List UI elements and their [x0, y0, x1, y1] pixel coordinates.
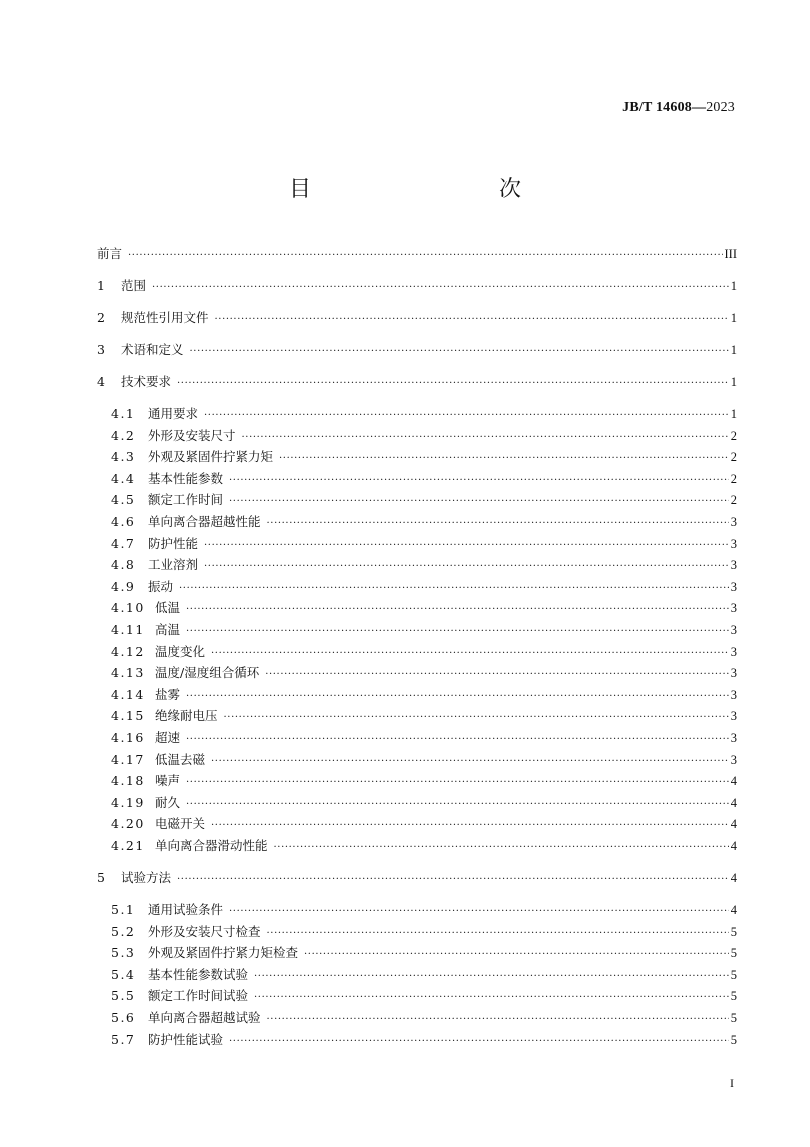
toc-entry-page: 3: [730, 687, 737, 702]
toc-entry: [97, 246, 737, 264]
toc-entry: [111, 492, 737, 510]
toc-entry-number: 4.6: [111, 514, 136, 529]
toc-entry-number: 4.4: [111, 470, 136, 486]
toc-entry-number: 4.16: [111, 730, 145, 745]
toc-entry-page: 1: [730, 343, 737, 357]
toc-leader-dots: [254, 990, 729, 1006]
toc-entry: [111, 557, 737, 575]
toc-entry-label: 通用试验条件: [148, 902, 224, 917]
toc-entry-label: 范围: [121, 278, 147, 293]
toc-entry-page: 1: [730, 407, 737, 421]
standard-separator: —: [691, 100, 707, 115]
toc-entry-page: 5: [730, 1011, 737, 1025]
toc-entry-label: 外观及紧固件拧紧力矩检查: [148, 945, 299, 961]
toc-leader-dots: [186, 624, 729, 640]
toc-leader-dots: [186, 797, 729, 813]
toc-entry: [111, 1010, 737, 1028]
toc-entry-number: 3: [97, 342, 105, 357]
toc-entry-label: 高温: [155, 622, 181, 637]
toc-entry-number: 5.3: [111, 945, 136, 961]
standard-number: [622, 100, 735, 116]
toc-leader-dots: [128, 248, 722, 264]
toc-entry: [111, 816, 737, 834]
toc-leader-dots: [211, 818, 729, 834]
toc-entry-number: 4.15: [111, 708, 145, 724]
toc-entry: [111, 665, 737, 683]
toc-leader-dots: [186, 689, 729, 705]
toc-entry-number: 2: [97, 310, 105, 325]
toc-leader-dots: [224, 710, 729, 726]
toc-entry-page: 3: [730, 536, 737, 551]
toc-leader-dots: [177, 376, 729, 392]
standard-code: JB/T 14608: [622, 100, 692, 115]
toc-entry-label: 单向离合器滑动性能: [155, 838, 268, 853]
toc-entry-label: 低温: [155, 600, 181, 616]
toc-entry: [111, 924, 737, 942]
toc-leader-dots: [242, 430, 729, 446]
toc-entry-page: 4: [730, 817, 737, 832]
toc-entry-label: 单向离合器超越性能: [148, 514, 261, 529]
toc-leader-dots: [304, 947, 729, 963]
toc-entry-page: 3: [730, 752, 737, 767]
toc-entry: [111, 773, 737, 791]
toc-entry-number: 4.11: [111, 622, 145, 637]
toc-entry-number: 4.10: [111, 600, 145, 616]
toc-entry: [111, 988, 737, 1006]
standard-year: 2023: [706, 100, 735, 115]
toc-entry-number: 4.1: [111, 406, 136, 421]
toc-entry-label: 耐久: [155, 794, 181, 810]
toc-entry-number: 4.13: [111, 665, 145, 681]
toc-entry-page: 4: [730, 774, 737, 789]
toc-entry-page: 2: [730, 493, 737, 508]
toc-entry: [111, 967, 737, 985]
toc-entry-label: 术语和定义: [121, 342, 184, 357]
toc-entry-label: 额定工作时间试验: [148, 988, 249, 1004]
toc-entry-page: 3: [730, 623, 737, 637]
toc-entry: [111, 579, 737, 597]
toc-leader-dots: [215, 312, 729, 328]
toc-entry-label: 噪声: [155, 773, 181, 789]
toc-entry-label: 通用要求: [148, 406, 199, 421]
toc-leader-dots: [267, 1012, 729, 1028]
toc-entry-number: 4.19: [111, 794, 145, 810]
toc-entry-number: 4.7: [111, 535, 136, 551]
toc-entry-label: 防护性能: [148, 535, 199, 551]
toc-entry: [111, 838, 737, 856]
toc-entry-number: 4.21: [111, 838, 145, 853]
toc-entry-page: 5: [730, 924, 737, 939]
toc-entry-label: 超速: [155, 730, 181, 745]
toc-entry: [111, 945, 737, 963]
toc-entry-page: 1: [730, 375, 737, 389]
toc-entry-number: 4.8: [111, 557, 136, 573]
toc-entry-number: 4: [97, 374, 105, 389]
toc-entry: [97, 278, 737, 296]
toc-entry: [111, 730, 737, 748]
toc-entry: [111, 622, 737, 640]
toc-entry-number: 4.12: [111, 643, 145, 659]
toc-entry-label: 电磁开关: [155, 816, 206, 832]
toc-leader-dots: [229, 904, 729, 920]
toc-leader-dots: [204, 408, 729, 424]
toc-leader-dots: [152, 280, 729, 296]
toc-entry-number: 5.5: [111, 988, 136, 1004]
toc-entry-page: 2: [730, 450, 737, 465]
toc-entry-page: 3: [730, 558, 737, 573]
toc-entry: [111, 406, 737, 424]
toc-leader-dots: [204, 538, 729, 554]
toc-entry-page: 1: [730, 311, 737, 325]
toc-entry-label: 试验方法: [121, 870, 172, 885]
toc-entry-label: 外观及紧固件拧紧力矩: [148, 449, 274, 465]
toc-entry-label: 外形及安装尺寸: [148, 427, 236, 443]
toc-entry-label: 温度/湿度组合循环: [155, 665, 260, 681]
toc-entry: [111, 600, 737, 618]
toc-leader-dots: [229, 473, 729, 489]
toc-entry-page: 3: [730, 666, 737, 681]
toc-entry: [97, 374, 737, 392]
toc-entry-page: 5: [730, 1032, 737, 1047]
toc-entry-number: 4.17: [111, 751, 145, 767]
toc-entry: [111, 687, 737, 705]
toc-entry-page: 3: [730, 709, 737, 724]
toc-entry: [111, 428, 737, 446]
toc-entry-label: 盐雾: [155, 686, 181, 702]
toc-leader-dots: [177, 872, 729, 888]
toc-leader-dots: [279, 451, 729, 467]
toc-entry-number: 4.5: [111, 492, 136, 508]
toc-entry: [97, 870, 737, 888]
toc-entry-page: 3: [730, 515, 737, 529]
toc-leader-dots: [179, 581, 729, 597]
toc-entry-page: 4: [730, 903, 737, 917]
toc-entry-label: 温度变化: [155, 643, 206, 659]
toc-leader-dots: [186, 602, 729, 618]
toc-leader-dots: [254, 969, 729, 985]
toc-entry-label: 技术要求: [121, 374, 172, 389]
toc-entry: [97, 310, 737, 328]
toc-entry-page: 2: [730, 428, 737, 443]
toc-entry-label: 额定工作时间: [148, 492, 224, 508]
toc-entry-label: 工业溶剂: [148, 557, 199, 573]
toc-entry: [111, 752, 737, 770]
toc-leader-dots: [274, 840, 729, 856]
toc-entry-label: 防护性能试验: [148, 1031, 224, 1047]
toc-entry-number: 5: [97, 870, 105, 885]
toc-entry-page: 3: [730, 579, 737, 594]
toc-entry-page: III: [724, 247, 737, 261]
toc-entry: [111, 795, 737, 813]
toc-entry-page: 5: [730, 967, 737, 982]
toc-entry: [111, 536, 737, 554]
toc-entry-label: 基本性能参数试验: [148, 966, 249, 982]
toc-entry-label: 规范性引用文件: [121, 310, 209, 325]
toc-entry-number: 5.4: [111, 966, 136, 982]
toc-leader-dots: [229, 1034, 729, 1050]
toc-entry: [111, 514, 737, 532]
toc-leader-dots: [267, 516, 729, 532]
toc-leader-dots: [186, 775, 729, 791]
toc-entry: [111, 902, 737, 920]
toc-leader-dots: [186, 732, 729, 748]
toc-entry-number: 4.14: [111, 686, 145, 702]
toc-entry-label: 振动: [148, 578, 174, 594]
toc-entry-number: 4.9: [111, 578, 136, 594]
toc-entry-number: 4.18: [111, 773, 145, 789]
toc-entry-number: 5.7: [111, 1031, 136, 1047]
toc-entry-number: 5.6: [111, 1010, 136, 1025]
toc-leader-dots: [267, 926, 729, 942]
toc-leader-dots: [190, 344, 729, 360]
toc-entry-number: 4.2: [111, 427, 136, 443]
toc-entry-page: 1: [730, 279, 737, 293]
toc-leader-dots: [211, 754, 729, 770]
toc-entry: [111, 1032, 737, 1050]
toc-entry-label: 绝缘耐电压: [155, 708, 218, 724]
page-title: 目 次: [288, 177, 569, 202]
toc-leader-dots: [265, 667, 729, 683]
toc-entry: [111, 449, 737, 467]
toc-entry-page: 5: [730, 946, 737, 961]
toc-leader-dots: [229, 494, 729, 510]
toc-entry-page: 4: [730, 795, 737, 810]
toc-entry-label: 基本性能参数: [148, 470, 224, 486]
toc-entry-page: 2: [730, 471, 737, 486]
toc-entry-label: 外形及安装尺寸检查: [148, 923, 261, 939]
toc-entry-number: 5.2: [111, 923, 136, 939]
toc-entry-page: 3: [730, 644, 737, 659]
toc-entry-page: 4: [730, 871, 737, 885]
toc-entry: [97, 342, 737, 360]
toc-entry: [111, 471, 737, 489]
toc-entry-number: 5.1: [111, 902, 136, 917]
toc-leader-dots: [204, 559, 729, 575]
page-number: I: [730, 1076, 734, 1090]
toc-entry-label: 低温去磁: [155, 751, 206, 767]
toc-entry-page: 5: [730, 989, 737, 1004]
toc-entry-label: 单向离合器超越试验: [148, 1010, 261, 1025]
toc-entry-label: 前言: [97, 246, 123, 261]
toc-leader-dots: [211, 646, 729, 662]
toc-entry: [111, 644, 737, 662]
toc-entry-page: 3: [730, 601, 737, 616]
toc-entry-number: 4.20: [111, 816, 145, 832]
toc-entry: [111, 708, 737, 726]
toc-entry-number: 4.3: [111, 449, 136, 465]
toc-entry-number: 1: [97, 278, 105, 293]
toc-entry-page: 3: [730, 731, 737, 745]
toc-entry-page: 4: [730, 839, 737, 853]
